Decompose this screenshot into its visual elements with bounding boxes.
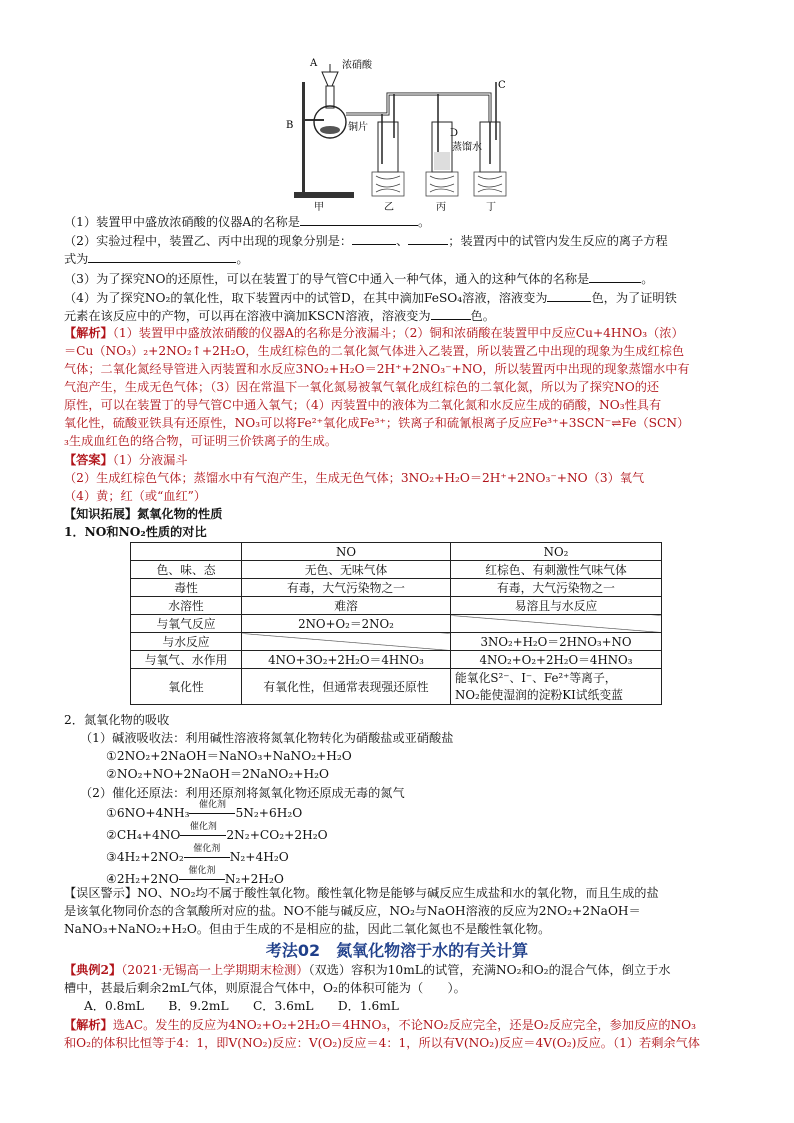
analysis-line-1: 【解析】（1）装置甲中盛放浓硝酸的仪器A的名称是分液漏斗；（2）铜和浓硝酸在装置甲中反应Cu+4HNO₃（浓） bbox=[64, 326, 684, 340]
table-cell: 难溶 bbox=[242, 597, 451, 615]
table-cell-multiline bbox=[451, 669, 662, 705]
table-header-row bbox=[131, 543, 662, 561]
catalyst-label: 催化剂 bbox=[188, 866, 216, 876]
label-ding: 丁 bbox=[486, 202, 496, 213]
table-cell: 2NO+O₂＝2NO₂ bbox=[242, 615, 451, 633]
label-b: B bbox=[286, 120, 294, 131]
example-line-2: 槽中，甚最后剩余2mL气体，则原混合气体中，O₂的体积可能为（ ）。 bbox=[64, 981, 466, 995]
table-cell: 氧化性 bbox=[131, 669, 242, 705]
table-row bbox=[131, 597, 662, 615]
catalyst-label: 催化剂 bbox=[198, 800, 226, 810]
knowledge-heading: 【知识拓展】氮氧化物的性质 bbox=[64, 507, 223, 521]
table-cell-line: 能氧化S²⁻、I⁻、Fe²⁺等离子， bbox=[455, 670, 617, 685]
label-a: A bbox=[310, 58, 318, 69]
table-row bbox=[131, 669, 662, 705]
table-row bbox=[131, 615, 662, 633]
warning-line-1: 【误区警示】NO、NO₂均不属于酸性氧化物。酸性氧化物是能够与碱反应生成盐和水的氧化物，而且生成的盐 bbox=[64, 886, 659, 900]
analysis-line-7: ₃生成血红色的络合物，可证明三价铁离子的生成。 bbox=[64, 434, 338, 448]
table-cell: 无色、无味气体 bbox=[242, 561, 451, 579]
table-cell: 与氧气反应 bbox=[131, 615, 242, 633]
table-cell-empty bbox=[451, 615, 662, 633]
label-acid: 浓硝酸 bbox=[342, 60, 372, 71]
section-2-title: 2．氮氧化物的吸收 bbox=[64, 713, 170, 727]
table-row bbox=[131, 561, 662, 579]
warning-line-3: NaNO₃+NaNO₂+H₂O。但由于生成的不是相应的盐，因此二氧化氮也不是酸性氧化物。 bbox=[64, 922, 551, 936]
question-3: （3）为了探究NO的还原性，可以在装置丁的导气管C中通入一种气体，通入的这种气体的名称是 。 bbox=[64, 272, 654, 286]
question-2-cont: 式为 。 bbox=[64, 252, 249, 266]
table-cell: 毒性 bbox=[131, 579, 242, 597]
analysis-line-4: 气泡产生，生成无色气体；（3）因在常温下一氧化氮易被氧气氧化成红棕色的二氧化氮，所以为了探究NO的还 bbox=[64, 380, 660, 394]
label-copper: 铜片 bbox=[348, 122, 368, 133]
table-cell: 4NO₂+O₂+2H₂O＝4HNO₃ bbox=[451, 651, 662, 669]
label-d: D bbox=[450, 128, 459, 139]
stand-rod bbox=[302, 82, 305, 194]
section-1-title: 1．NO和NO₂性质的对比 bbox=[64, 525, 207, 539]
table-cell-line: NO₂能使湿润的淀粉KI试纸变蓝 bbox=[455, 687, 623, 702]
absorb-eq-2: ②NO₂+NO+2NaOH＝2NaNO₂+H₂O bbox=[106, 767, 329, 781]
table-header-cell: NO₂ bbox=[451, 543, 662, 561]
question-4: （4）为了探究NO₂的氧化性，取下装置丙中的试管D，在其中滴加FeSO₄溶液，溶液变为 色，为了证明铁 bbox=[64, 291, 677, 305]
catalytic-eq-3: ③4H₂+2NO₂ 催化剂 N₂+4H₂O bbox=[106, 849, 289, 866]
table-cell: 色、味、态 bbox=[131, 561, 242, 579]
table-cell: 有毒，大气污染物之一 bbox=[242, 579, 451, 597]
table-cell: 水溶性 bbox=[131, 597, 242, 615]
table-cell: 4NO+3O₂+2H₂O＝4HNO₃ bbox=[242, 651, 451, 669]
catalyst-label: 催化剂 bbox=[193, 844, 221, 854]
table-cell: 有毒，大气污染物之一 bbox=[451, 579, 662, 597]
question-1: （1）装置甲中盛放浓硝酸的仪器A的名称是 。 bbox=[64, 215, 431, 229]
table-cell: 与氧气、水作用 bbox=[131, 651, 242, 669]
question-4-cont: 元素在该反应中的产物，可以再在溶液中滴加KSCN溶液，溶液变为 色。 bbox=[64, 309, 495, 323]
comparison-table bbox=[130, 542, 662, 705]
apparatus-figure bbox=[280, 52, 510, 214]
absorb-method-2: （2）催化还原法：利用还原剂将氮氧化物还原成无毒的氮气 bbox=[80, 786, 405, 800]
analysis2-line-2: 和O₂的体积比恒等于4：1，即V(NO₂)反应：V(O₂)反应＝4：1，所以有V(NO₂)反应＝4V(O₂)反应。（1）若剩余气体 bbox=[64, 1036, 700, 1050]
example-line-1: 【典例2】（2021·无锡高一上学期期末检测）（双选）容积为10mL的试管，充满NO₂和O₂的混合气体，倒立于水 bbox=[64, 963, 671, 977]
catalytic-eq-4: ④2H₂+2NO 催化剂 N₂+2H₂O bbox=[106, 871, 284, 888]
table-cell: 易溶且与水反应 bbox=[451, 597, 662, 615]
analysis-line-6: 氧化性，硫酸亚铁具有还原性，NO₃可以将Fe²⁺氧化成Fe³⁺；铁离子和硫氰根离子反应Fe³⁺+3SCN⁻⇌Fe（SCN） bbox=[64, 416, 690, 430]
table-row bbox=[131, 651, 662, 669]
answer-line-3: （4）黄；红（或“血红”） bbox=[64, 489, 207, 503]
label-yi: 乙 bbox=[384, 202, 394, 213]
warning-line-2: 是该氧化物同价态的含氧酸所对应的盐。NO不能与碱反应，NO₂与NaOH溶液的反应为2NO₂+2NaOH＝ bbox=[64, 904, 641, 918]
table-cell: 有氧化性，但通常表现强还原性 bbox=[242, 669, 451, 705]
analysis2-line-1: 【解析】选AC。发生的反应为4NO₂+O₂+2H₂O＝4HNO₃，不论NO₂反应完全，还是O₂反应完全，参加反应的NO₃ bbox=[64, 1018, 697, 1032]
analysis-line-2: ＝Cu（NO₃）₂+2NO₂↑+2H₂O，生成红棕色的二氧化氮气体进入乙装置，所以装置乙中出现的现象为生成红棕色 bbox=[64, 344, 685, 358]
section-title: 考法02 氮氧化物溶于水的有关计算 bbox=[265, 941, 529, 960]
catalyst-label: 催化剂 bbox=[189, 822, 217, 832]
catalytic-eq-1: ①6NO+4NH₃ 催化剂 5N₂+6H₂O bbox=[106, 805, 302, 822]
analysis-line-3: 气体；二氧化氮经导管进入丙装置和水反应3NO₂+H₂O＝2H⁺+2NO₃⁻+NO，所以装置丙中出现的现象蒸馏水中有 bbox=[64, 362, 690, 376]
analysis-line-5: 原性，可以在装置丁的导气管C中通入氧气；（4）丙装置中的液体为二氧化氮和水反应生成的硝酸，NO₃性具有 bbox=[64, 398, 662, 412]
absorb-eq-1: ①2NO₂+2NaOH＝NaNO₃+NaNO₂+H₂O bbox=[106, 749, 352, 763]
table-header-cell bbox=[131, 543, 242, 561]
absorb-method-1: （1）碱液吸收法：利用碱性溶液将氮氧化物转化为硝酸盐或亚硝酸盐 bbox=[80, 731, 454, 745]
table-row bbox=[131, 633, 662, 651]
example-options: A．0.8mL B．9.2mL C．3.6mL D．1.6mL bbox=[84, 999, 399, 1013]
table-cell: 3NO₂+H₂O＝2HNO₃+NO bbox=[451, 633, 662, 651]
question-2: （2）实验过程中，装置乙、丙中出现的现象分别是： 、 ；装置丙中的试管内发生反应的离子方程 bbox=[64, 234, 668, 248]
catalytic-eq-2: ②CH₄+4NO 催化剂 2N₂+CO₂+2H₂O bbox=[106, 827, 328, 844]
label-bing: 丙 bbox=[436, 202, 446, 213]
answer-line-2: （2）生成红棕色气体；蒸馏水中有气泡产生，生成无色气体；3NO₂+H₂O＝2H⁺+2NO₃⁻+NO（3）氧气 bbox=[64, 471, 645, 485]
separatory-funnel bbox=[322, 72, 338, 86]
table-row bbox=[131, 579, 662, 597]
label-water: 蒸馏水 bbox=[452, 142, 482, 153]
label-jia: 甲 bbox=[314, 202, 324, 213]
table-cell: 与水反应 bbox=[131, 633, 242, 651]
label-c: C bbox=[498, 80, 506, 91]
table-cell-empty bbox=[242, 633, 451, 651]
table-header-cell: NO bbox=[242, 543, 451, 561]
table-cell: 红棕色、有刺激性气味气体 bbox=[451, 561, 662, 579]
answer-line-1: 【答案】（1）分液漏斗 bbox=[64, 453, 188, 467]
